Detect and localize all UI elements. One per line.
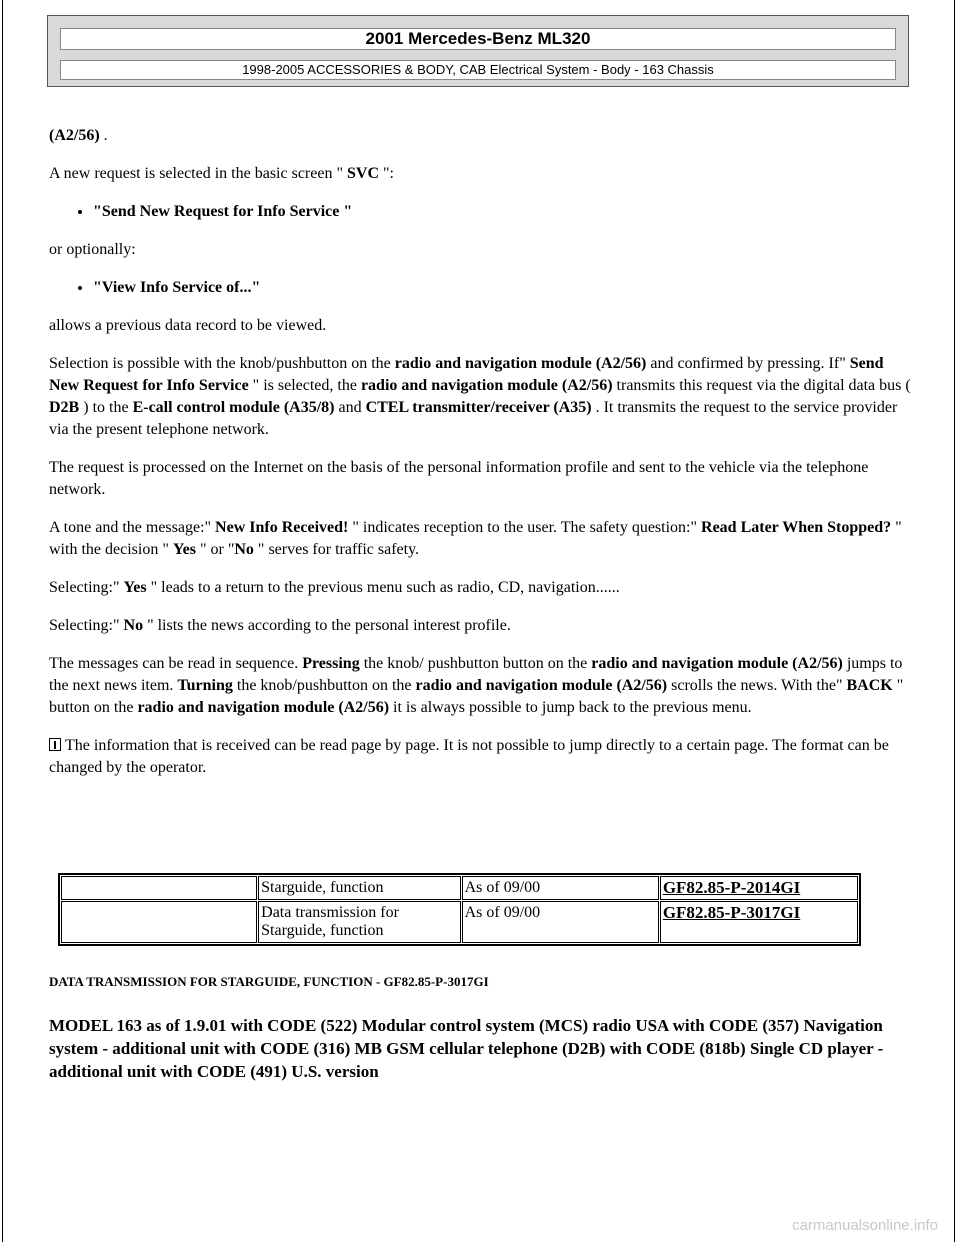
bold-term: (A2/56): [49, 127, 100, 144]
text: . It transmits the request to the service provider via the present telephone network.: [49, 399, 898, 438]
document-body: [49, 125, 911, 795]
bold-term: radio and navigation module (A2/56): [415, 677, 668, 694]
bold-term: radio and navigation module (A2/56): [394, 355, 647, 372]
bold-term: D2B: [49, 399, 80, 416]
bold-term: radio and navigation module (A2/56): [137, 699, 390, 716]
text: " lists the news according to the personal interest profile.: [143, 617, 511, 634]
text: " indicates reception to the user. The safety question:": [348, 519, 702, 536]
table-cell: [61, 876, 257, 900]
bold-term: CTEL transmitter/receiver (A35): [365, 399, 592, 416]
text: " is selected, the: [248, 377, 361, 394]
text: jumps to the next news item.: [49, 655, 903, 694]
text: " button on the: [49, 677, 904, 716]
bold-term: Yes: [172, 541, 196, 558]
note-icon: [49, 738, 61, 751]
text: A new request is selected in the basic screen ": [49, 165, 347, 182]
text: " with the decision ": [49, 519, 902, 558]
bold-term: BACK: [846, 677, 893, 694]
table-cell: As of 09/00: [462, 901, 659, 943]
bold-term: New Info Received!: [215, 519, 349, 536]
bold-term: Yes: [123, 579, 147, 596]
text: it is always possible to jump back to the previous menu.: [389, 699, 752, 716]
table-cell: As of 09/00: [462, 876, 659, 900]
bullet-list: [49, 201, 911, 223]
document-subtitle: 1998-2005 ACCESSORIES & BODY, CAB Electrical System - Body - 163 Chassis: [60, 60, 896, 80]
table-cell: Data transmission for Starguide, function: [258, 901, 460, 943]
paragraph: [49, 615, 911, 637]
text: A tone and the message:": [49, 519, 216, 536]
bold-term: SVC: [346, 165, 379, 182]
text: " leads to a return to the previous menu such as radio, CD, navigation......: [146, 579, 620, 596]
bold-term: Read Later When Stopped?: [701, 519, 892, 536]
text: Selecting:": [49, 579, 124, 596]
model-description: MODEL 163 as of 1.9.01 with CODE (522) Modular control system (MCS) radio USA with CODE (357) Navigation system - additional unit with CODE (316) MB GSM cellular telephone (D2B) with CODE (818b) Single CD player - additional unit with CODE (491) U.S. version: [49, 1016, 884, 1081]
text: " or ": [195, 541, 235, 558]
list-item: • "View Info Service of...": [93, 277, 911, 299]
bold-term: Send New Request for Info Service: [49, 355, 884, 394]
text: Selection is possible with the knob/pushbutton on the: [49, 355, 395, 372]
paragraph: [49, 577, 911, 599]
text: the knob/pushbutton on the: [232, 677, 416, 694]
text: ) to the: [79, 399, 133, 416]
text: The messages can be read in sequence.: [49, 655, 303, 672]
paragraph: [49, 653, 911, 719]
bold-term: Pressing: [302, 655, 360, 672]
note-paragraph: [49, 735, 911, 779]
paragraph: [49, 353, 911, 441]
bold-term: No: [123, 617, 144, 634]
reference-link[interactable]: GF82.85-P-3017GI: [660, 901, 858, 943]
reference-table: [58, 873, 861, 946]
text: Selecting:": [49, 617, 124, 634]
table-row: [61, 901, 858, 943]
text: and confirmed by pressing. If": [646, 355, 850, 372]
text: transmits this request via the digital data bus (: [612, 377, 911, 394]
bullet-list: [49, 277, 911, 299]
list-item: • "Send New Request for Info Service ": [93, 201, 911, 223]
paragraph: allows a previous data record to be viewed.: [49, 317, 327, 334]
bold-term: radio and navigation module (A2/56): [591, 655, 843, 672]
section-title: DATA TRANSMISSION FOR STARGUIDE, FUNCTION - GF82.85-P-3017GI: [49, 974, 489, 989]
table-cell: Starguide, function: [258, 876, 460, 900]
table-row: [61, 876, 858, 900]
text: " serves for traffic safety.: [253, 541, 420, 558]
paragraph: [49, 163, 911, 185]
paragraph: The request is processed on the Internet on the basis of the personal information profile and sent to the vehicle via the telephone network.: [49, 459, 869, 498]
table-cell: [61, 901, 257, 943]
bold-term: No: [234, 541, 254, 558]
paragraph: or optionally:: [49, 241, 136, 258]
document-header: [47, 15, 909, 87]
bold-term: Turning: [177, 677, 233, 694]
bold-term: radio and navigation module (A2/56): [360, 377, 613, 394]
text: .: [99, 127, 108, 144]
text: ":: [379, 165, 394, 182]
text: and: [334, 399, 366, 416]
watermark: carmanualsonline.info: [792, 1217, 938, 1234]
note-text: The information that is received can be read page by page. It is not possible to jump directly to a certain page. The format can be changed by the operator.: [49, 737, 889, 776]
paragraph: [49, 517, 911, 561]
document-title: 2001 Mercedes-Benz ML320: [60, 28, 896, 50]
text: the knob/ pushbutton button on the: [359, 655, 592, 672]
reference-link[interactable]: GF82.85-P-2014GI: [660, 876, 858, 900]
text: scrolls the news. With the": [667, 677, 847, 694]
bold-term: E-call control module (A35/8): [132, 399, 335, 416]
paragraph: [49, 125, 911, 147]
